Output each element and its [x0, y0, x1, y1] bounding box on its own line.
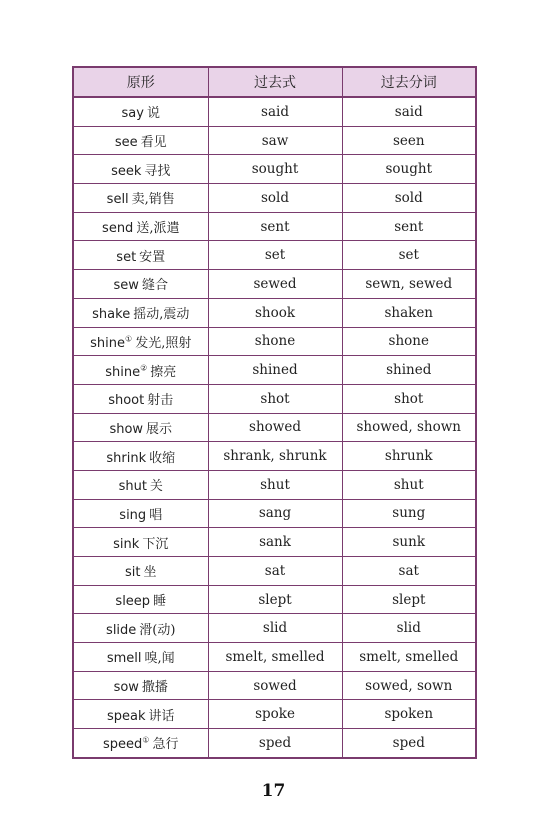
- verb-chinese-meaning: 卖,销售: [131, 192, 175, 208]
- past-tense-cell: shot: [208, 384, 342, 413]
- header-past-participle: 过去分词: [342, 67, 476, 97]
- base-form-cell: [73, 671, 208, 700]
- verb-chinese-meaning: 滑(动): [139, 622, 176, 638]
- verb-english: say: [121, 106, 144, 122]
- past-participle-cell: sat: [342, 557, 476, 586]
- past-tense-cell: slid: [208, 614, 342, 643]
- table-row: [73, 671, 476, 700]
- header-base-form: 原形: [73, 67, 208, 97]
- table-row: [73, 413, 476, 442]
- verb-chinese-meaning: 嗅,闻: [144, 651, 175, 667]
- base-form-cell: [73, 384, 208, 413]
- verb-chinese-meaning: 摇动,震动: [133, 307, 190, 323]
- past-tense-cell: sought: [208, 155, 342, 184]
- past-participle-cell: sold: [342, 184, 476, 213]
- past-tense-cell: shined: [208, 356, 342, 385]
- past-tense-cell: sent: [208, 212, 342, 241]
- table-row: [73, 212, 476, 241]
- table-row: [73, 126, 476, 155]
- base-form-cell: [73, 97, 208, 126]
- table-row: [73, 585, 476, 614]
- past-tense-cell: sped: [208, 729, 342, 758]
- table-row: [73, 356, 476, 385]
- past-participle-cell: shot: [342, 384, 476, 413]
- base-form-cell: [73, 356, 208, 385]
- past-tense-cell: shut: [208, 470, 342, 499]
- past-tense-cell: sewed: [208, 270, 342, 299]
- table-body: [73, 97, 476, 758]
- past-participle-cell: sent: [342, 212, 476, 241]
- verb-english: shrink: [106, 450, 147, 466]
- past-tense-cell: slept: [208, 585, 342, 614]
- verb-chinese-meaning: 看见: [140, 135, 167, 151]
- base-form-cell: [73, 212, 208, 241]
- base-form-cell: [73, 528, 208, 557]
- table-row: [73, 442, 476, 471]
- table-row: [73, 184, 476, 213]
- sense-number: ②: [140, 363, 148, 373]
- irregular-verb-table: [72, 66, 477, 759]
- verb-chinese-meaning: 睡: [153, 594, 167, 610]
- verb-english: speed: [103, 737, 143, 753]
- past-participle-cell: showed, shown: [342, 413, 476, 442]
- past-participle-cell: shined: [342, 356, 476, 385]
- base-form-cell: [73, 413, 208, 442]
- verb-english: sink: [113, 536, 140, 552]
- base-form-cell: [73, 327, 208, 356]
- past-tense-cell: sank: [208, 528, 342, 557]
- past-participle-cell: set: [342, 241, 476, 270]
- past-tense-cell: saw: [208, 126, 342, 155]
- past-tense-cell: spoke: [208, 700, 342, 729]
- table-row: [73, 499, 476, 528]
- verb-chinese-meaning: 说: [146, 106, 160, 122]
- verb-english: see: [114, 135, 138, 151]
- verb-english: shoot: [108, 393, 145, 409]
- verb-chinese-meaning: 撒播: [141, 680, 168, 696]
- verb-english: slide: [106, 622, 137, 638]
- past-tense-cell: said: [208, 97, 342, 126]
- past-tense-cell: shone: [208, 327, 342, 356]
- verb-english: send: [102, 221, 134, 237]
- base-form-cell: [73, 729, 208, 758]
- past-participle-cell: sewn, sewed: [342, 270, 476, 299]
- table-row: [73, 557, 476, 586]
- verb-chinese-meaning: 射击: [147, 393, 174, 409]
- past-tense-cell: shook: [208, 298, 342, 327]
- base-form-cell: [73, 184, 208, 213]
- table-row: [73, 528, 476, 557]
- past-tense-cell: set: [208, 241, 342, 270]
- past-participle-cell: slid: [342, 614, 476, 643]
- verb-chinese-meaning: 关: [149, 479, 163, 495]
- base-form-cell: [73, 585, 208, 614]
- past-participle-cell: shut: [342, 470, 476, 499]
- table-row: [73, 614, 476, 643]
- verb-english: sing: [119, 507, 147, 523]
- past-tense-cell: smelt, smelled: [208, 643, 342, 672]
- verb-english: seek: [111, 163, 142, 179]
- table-row: [73, 700, 476, 729]
- base-form-cell: [73, 241, 208, 270]
- past-participle-cell: sped: [342, 729, 476, 758]
- verb-english: set: [116, 249, 137, 265]
- verb-english: sow: [113, 680, 139, 696]
- base-form-cell: [73, 499, 208, 528]
- verb-english: sell: [106, 192, 129, 208]
- base-form-cell: [73, 614, 208, 643]
- verb-english: shine: [90, 335, 126, 351]
- verb-english: smell: [106, 651, 142, 667]
- past-participle-cell: seen: [342, 126, 476, 155]
- verb-chinese-meaning: 急行: [152, 737, 179, 753]
- verb-english: sit: [125, 565, 141, 581]
- past-participle-cell: shone: [342, 327, 476, 356]
- past-participle-cell: sowed, sown: [342, 671, 476, 700]
- past-tense-cell: sowed: [208, 671, 342, 700]
- base-form-cell: [73, 470, 208, 499]
- table-row: [73, 729, 476, 758]
- verb-chinese-meaning: 擦亮: [150, 364, 177, 380]
- past-participle-cell: slept: [342, 585, 476, 614]
- base-form-cell: [73, 298, 208, 327]
- verb-chinese-meaning: 发光,照射: [135, 335, 192, 351]
- verb-chinese-meaning: 缝合: [141, 278, 168, 294]
- table-row: [73, 155, 476, 184]
- base-form-cell: [73, 155, 208, 184]
- verb-english: show: [109, 421, 144, 437]
- page-number: 17: [261, 781, 286, 801]
- verb-english: speak: [106, 708, 146, 724]
- verb-chinese-meaning: 送,派遣: [136, 221, 180, 237]
- table-row: [73, 327, 476, 356]
- past-participle-cell: sunk: [342, 528, 476, 557]
- verb-chinese-meaning: 寻找: [144, 163, 171, 179]
- past-participle-cell: sung: [342, 499, 476, 528]
- verb-english: shake: [92, 307, 131, 323]
- base-form-cell: [73, 700, 208, 729]
- past-participle-cell: smelt, smelled: [342, 643, 476, 672]
- past-participle-cell: shaken: [342, 298, 476, 327]
- verb-english: shut: [118, 479, 147, 495]
- verb-chinese-meaning: 展示: [146, 421, 173, 437]
- verb-english: sleep: [115, 594, 151, 610]
- table-row: [73, 643, 476, 672]
- base-form-cell: [73, 442, 208, 471]
- sense-number: ①: [125, 334, 133, 344]
- table-row: [73, 270, 476, 299]
- verb-english: sew: [113, 278, 139, 294]
- verb-chinese-meaning: 下沉: [142, 536, 169, 552]
- table-row: [73, 384, 476, 413]
- table-row: [73, 97, 476, 126]
- table-row: [73, 470, 476, 499]
- base-form-cell: [73, 643, 208, 672]
- past-tense-cell: sang: [208, 499, 342, 528]
- base-form-cell: [73, 270, 208, 299]
- past-participle-cell: sought: [342, 155, 476, 184]
- past-participle-cell: spoken: [342, 700, 476, 729]
- verb-chinese-meaning: 讲话: [148, 708, 175, 724]
- verb-chinese-meaning: 坐: [143, 565, 157, 581]
- past-participle-cell: said: [342, 97, 476, 126]
- table-row: [73, 241, 476, 270]
- table-header-row: [73, 67, 476, 97]
- verb-chinese-meaning: 安置: [139, 249, 166, 265]
- past-participle-cell: shrunk: [342, 442, 476, 471]
- base-form-cell: [73, 126, 208, 155]
- sense-number: ①: [142, 736, 150, 746]
- verb-chinese-meaning: 唱: [149, 507, 163, 523]
- table-row: [73, 298, 476, 327]
- header-past-tense: 过去式: [208, 67, 342, 97]
- past-tense-cell: shrank, shrunk: [208, 442, 342, 471]
- verb-chinese-meaning: 收缩: [149, 450, 176, 466]
- past-tense-cell: sat: [208, 557, 342, 586]
- verb-english: shine: [105, 364, 141, 380]
- past-tense-cell: showed: [208, 413, 342, 442]
- past-tense-cell: sold: [208, 184, 342, 213]
- base-form-cell: [73, 557, 208, 586]
